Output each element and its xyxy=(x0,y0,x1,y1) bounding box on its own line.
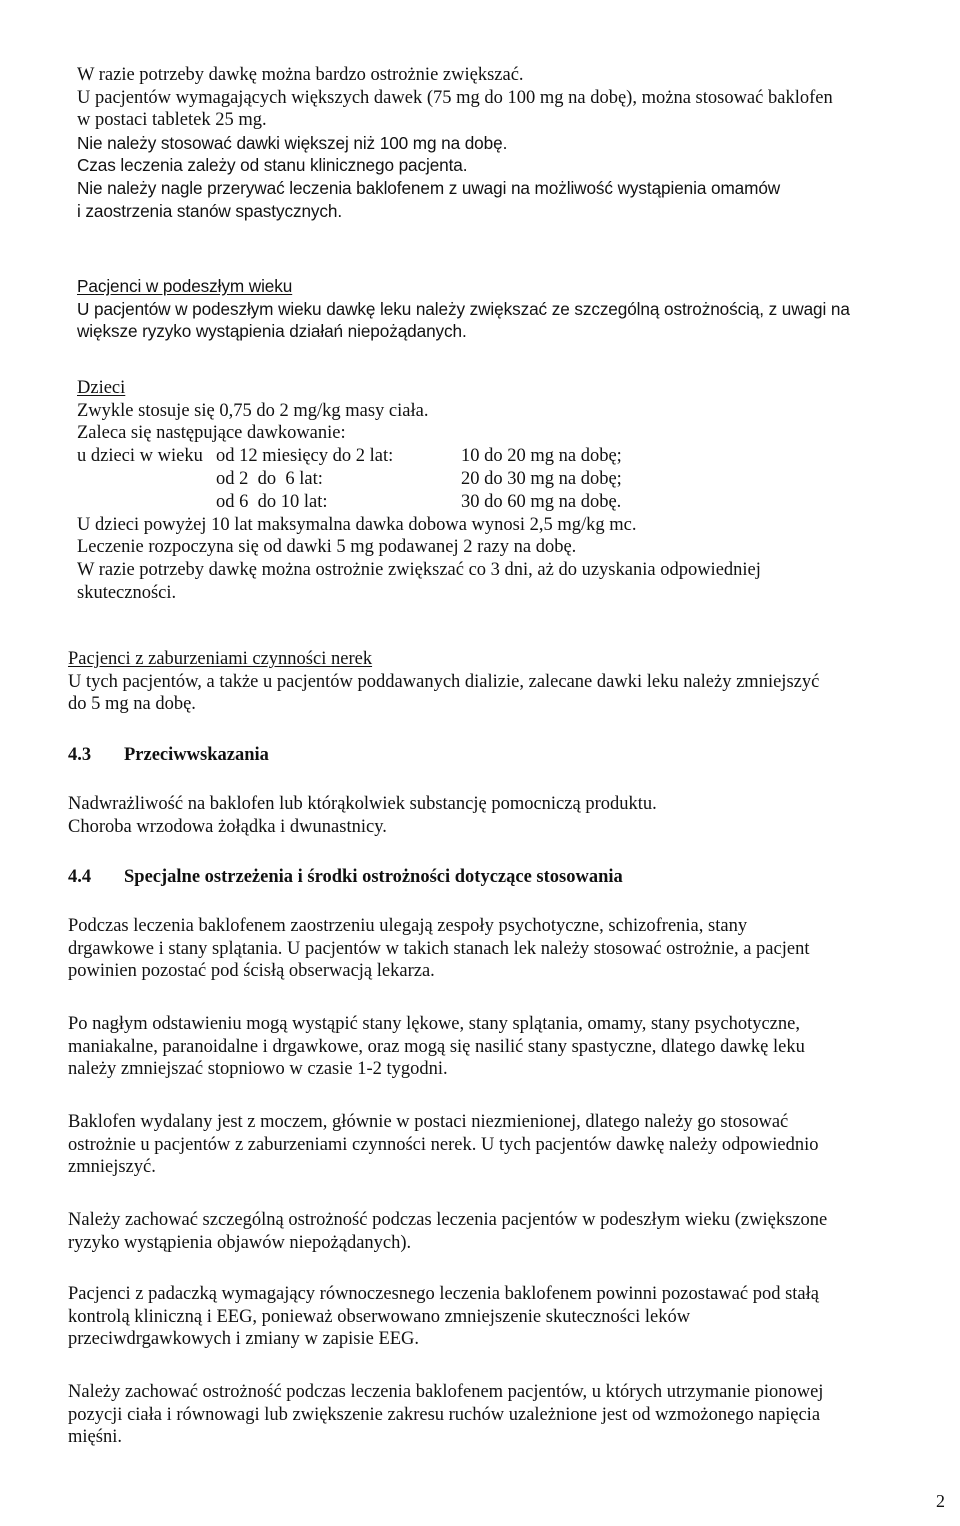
elderly-section xyxy=(77,275,955,343)
intro-line: w postaci tabletek 25 mg. xyxy=(77,110,267,131)
paragraph-line: powinien pozostać pod ścisłą obserwacją lekarza. xyxy=(68,961,435,982)
dosing-row xyxy=(77,445,877,468)
section-number: 4.3 xyxy=(68,745,92,765)
dosing-group: u dzieci w wieku xyxy=(77,445,203,466)
intro-line: Nie należy nagle przerywać leczenia baklofenem z uwagi na możliwość wystąpienia omamów xyxy=(77,177,781,198)
section-heading-4-4 xyxy=(68,866,623,889)
dosage-intro xyxy=(77,64,955,222)
elderly-heading: Pacjenci w podeszłym wieku xyxy=(77,276,293,296)
children-line: U dzieci powyżej 10 lat maksymalna dawka dobowa wynosi 2,5 mg/kg mc. xyxy=(77,514,637,535)
paragraph-line: należy zmniejszać stopniowo w czasie 1-2 tygodni. xyxy=(68,1059,448,1080)
paragraph-line: Pacjenci z padaczką wymagający równoczesnego leczenia baklofenem powinni pozostawać pod stałą xyxy=(68,1284,819,1304)
paragraph-line: kontrolą kliniczną i EEG, ponieważ obserwowano zmniejszenie skuteczności leków xyxy=(68,1306,691,1327)
dosing-dose: 10 do 20 mg na dobę; xyxy=(461,445,622,466)
dosing-dose: 20 do 30 mg na dobę; xyxy=(461,468,622,489)
paragraph-line: Podczas leczenia baklofenem zaostrzeniu ulegają zespoły psychotyczne, schizofrenia, stany xyxy=(68,916,748,936)
children-line: Zwykle stosuje się 0,75 do 2 mg/kg masy ciała. xyxy=(77,400,429,421)
children-line: skuteczności. xyxy=(77,582,177,603)
dosing-age: od 12 miesięcy do 2 lat: xyxy=(216,445,394,466)
warning-paragraph xyxy=(68,915,952,983)
paragraph-line: Należy zachować szczególną ostrożność podczas leczenia pacjentów w podeszłym wieku (zwiększone xyxy=(68,1210,828,1230)
warning-paragraph xyxy=(68,1209,952,1254)
children-line: Leczenie rozpoczyna się od dawki 5 mg podawanej 2 razy na dobę. xyxy=(77,537,577,558)
paragraph-line: przeciwdrgawkowych i zmiany w zapisie EEG. xyxy=(68,1329,420,1350)
paragraph-line: mięśni. xyxy=(68,1427,122,1448)
intro-line: Nie należy stosować dawki większej niż 100 mg na dobę. xyxy=(77,132,508,153)
children-line: W razie potrzeby dawkę można ostrożnie zwiększać co 3 dni, aż do uzyskania odpowiedniej xyxy=(77,559,761,580)
paragraph-line: Po nagłym odstawieniu mogą wystąpić stany lękowe, stany splątania, omamy, stany psychotyczne, xyxy=(68,1014,800,1034)
children-line: Zaleca się następujące dawkowanie: xyxy=(77,423,346,444)
children-heading: Dzieci xyxy=(77,378,126,398)
warning-paragraph xyxy=(68,1111,952,1179)
dosing-age: od 6 do 10 lat: xyxy=(216,491,328,512)
renal-section xyxy=(68,648,952,716)
children-section xyxy=(77,377,955,604)
paragraph-line: Należy zachować ostrożność podczas leczenia baklofenem pacjentów, u których utrzymanie pionowej xyxy=(68,1382,824,1402)
paragraph-line: Baklofen wydalany jest z moczem, głównie w postaci niezmienionej, dlatego należy go stosować xyxy=(68,1112,789,1132)
dosing-dose: 30 do 60 mg na dobę. xyxy=(461,491,622,512)
renal-line: U tych pacjentów, a także u pacjentów poddawanych dializie, zalecane dawki leku należy zmniejszyć xyxy=(68,671,820,692)
paragraph-line: maniakalne, paranoidalne i drgawkowe, oraz mogą się nasilić stany spastyczne, dlatego dawkę leku xyxy=(68,1036,805,1057)
paragraph-line: drgawkowe i stany splątania. U pacjentów w takich stanach lek należy stosować ostrożnie, a pacjent xyxy=(68,938,810,959)
paragraph-line: ryzyko wystąpienia objawów niepożądanych). xyxy=(68,1232,412,1253)
paragraph-line: ostrożnie u pacjentów z zaburzeniami czynności nerek. U tych pacjentów dawkę należy odpowiednio xyxy=(68,1134,819,1155)
renal-line: do 5 mg na dobę. xyxy=(68,694,196,715)
intro-line: U pacjentów wymagających większych dawek (75 mg do 100 mg na dobę), można stosować baklofen xyxy=(77,87,833,108)
elderly-line: większe ryzyko wystąpienia działań niepożądanych. xyxy=(77,321,467,342)
section-title: Specjalne ostrzeżenia i środki ostrożności dotyczące stosowania xyxy=(124,867,623,887)
elderly-line: U pacjentów w podeszłym wieku dawkę leku należy zwiększać ze szczególną ostrożnością, z uwagi na xyxy=(77,298,850,319)
section-heading-4-3 xyxy=(68,744,269,767)
section-title: Przeciwwskazania xyxy=(124,745,269,765)
intro-line: Czas leczenia zależy od stanu klinicznego pacjenta. xyxy=(77,155,468,176)
renal-heading: Pacjenci z zaburzeniami czynności nerek xyxy=(68,649,373,669)
paragraph-line: pozycji ciała i równowagi lub zwiększenie zakresu ruchów uzależnione jest od wzmożonego napięcia xyxy=(68,1404,821,1425)
dosing-row xyxy=(77,468,877,491)
page-number: 2 xyxy=(936,1491,945,1511)
paragraph-line: zmniejszyć. xyxy=(68,1157,156,1178)
contraindication-line: Choroba wrzodowa żołądka i dwunastnicy. xyxy=(68,816,387,837)
warning-paragraph xyxy=(68,1283,952,1351)
warning-paragraph xyxy=(68,1013,952,1081)
warning-paragraph xyxy=(68,1381,952,1449)
intro-line: i zaostrzenia stanów spastycznych. xyxy=(77,200,343,221)
contraindications xyxy=(68,793,952,838)
dosing-row xyxy=(77,491,877,514)
dosing-table xyxy=(77,445,955,514)
dosing-age: od 2 do 6 lat: xyxy=(216,468,323,489)
contraindication-line: Nadwrażliwość na baklofen lub którąkolwiek substancję pomocniczą produktu. xyxy=(68,794,657,814)
section-number: 4.4 xyxy=(68,867,92,887)
intro-line: W razie potrzeby dawkę można bardzo ostrożnie zwiększać. xyxy=(77,65,524,85)
